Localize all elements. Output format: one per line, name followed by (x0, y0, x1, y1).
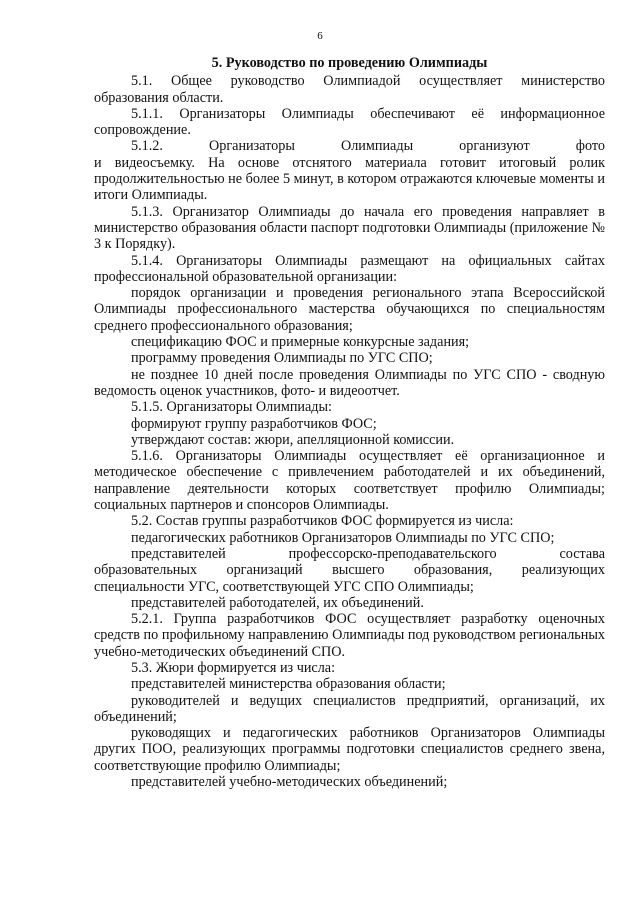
list-item-professors-rest: специальности УГС, соответствующей УГС СПО Олимпиады; (94, 578, 474, 595)
word: Олимпиады (340, 138, 414, 155)
list-item-teachers: педагогических работников Организаторов Олимпиады по УГС СПО; (131, 529, 555, 546)
paragraph-5-1: 5.1. Общее руководство Олимпиадой осуществляет министерство образования области. (94, 73, 605, 106)
word: образования, (413, 562, 493, 579)
list-item-professors-line1 (94, 546, 605, 562)
list-item-specification: спецификацию ФОС и примерные конкурсные задания; (131, 334, 470, 351)
word: профессорско-преподавательского (288, 545, 497, 562)
list-item-program: программу проведения Олимпиады по УГС СПО; (131, 350, 433, 367)
document-body (94, 55, 605, 790)
word: фото (575, 138, 605, 155)
paragraph-5-1-2-rest: и видеосъемку. На основе отснятого материала готовит итоговый ролик продолжительностью не более 5 минут, в котором отражаются ключевые моменты и итоги Олимпиады. (94, 154, 605, 204)
paragraph-5-1-3: 5.1.3. Организатор Олимпиады до начала его проведения направляет в министерство образования области паспорт подготовки Олимпиады (приложение № 3 к Порядку). (94, 203, 605, 253)
word: состава (559, 545, 605, 562)
list-item-leading-staff: руководящих и педагогических работников Организаторов Олимпиады других ПОО, реализующих программы подготовки специалистов среднего звена, соответствующие профилю Олимпиады; (94, 725, 605, 774)
list-item-professors-line2 (94, 562, 605, 578)
paragraph-5-2: 5.2. Состав группы разработчиков ФОС формируется из числа: (131, 513, 514, 530)
paragraph-5-1-6: 5.1.6. Организаторы Олимпиады осуществляет её организационное и методическое обеспечение с привлечением работодателей и их объединений, направление деятельности которых соответствует профилю Олимпиады; социальных партнеров и спонсоров Олимпиады. (94, 448, 605, 514)
word: образовательных (94, 562, 198, 579)
word: реализующих (521, 562, 605, 579)
word: организуют (459, 138, 530, 155)
section-heading: 5. Руководство по проведению Олимпиады (211, 55, 488, 71)
paragraph-5-1-5: 5.1.5. Организаторы Олимпиады: (131, 399, 332, 416)
page-number: 6 (317, 30, 323, 42)
list-item-managers: руководителей и ведущих специалистов предприятий, организаций, их объединений; (94, 692, 605, 725)
word: организаций (226, 562, 303, 579)
paragraph-5-1-4: 5.1.4. Организаторы Олимпиады размещают на официальных сайтах профессиональной образовательной организации: (94, 252, 605, 285)
paragraph-5-3: 5.3. Жюри формируется из числа: (131, 659, 336, 676)
list-item-summary-sheet: не позднее 10 дней после проведения Олимпиады по УГС СПО - сводную ведомость оценок участников, фото- и видеоотчет. (94, 366, 605, 399)
paragraph-5-2-1: 5.2.1. Группа разработчиков ФОС осуществляет разработку оценочных средств по профильному направлению Олимпиады под руководством региональных учебно-методических объединений СПО. (94, 611, 605, 660)
word: представителей (131, 545, 226, 562)
list-item-developers-group: формируют группу разработчиков ФОС; (131, 415, 377, 432)
paragraph-5-1-1: 5.1.1. Организаторы Олимпиады обеспечивают её информационное сопровождение. (94, 105, 605, 139)
list-item-approve-composition: утверждают состав: жюри, апелляционной комиссии. (131, 431, 455, 448)
list-item-order: порядок организации и проведения регионального этапа Всероссийской Олимпиады профессионального мастерства обучающихся по специальностям среднего профессионального образования; (94, 285, 605, 334)
word: Организаторы (208, 138, 295, 155)
list-item-ministry: представителей министерства образования области; (131, 676, 446, 693)
word: высшего (332, 562, 385, 579)
list-item-employers: представителей работодателей, их объединений. (131, 594, 424, 611)
paragraph-5-1-2-first-line (94, 138, 605, 154)
word: 5.1.2. (131, 138, 163, 155)
list-item-methodical-associations: представителей учебно-методических объединений; (131, 774, 448, 791)
